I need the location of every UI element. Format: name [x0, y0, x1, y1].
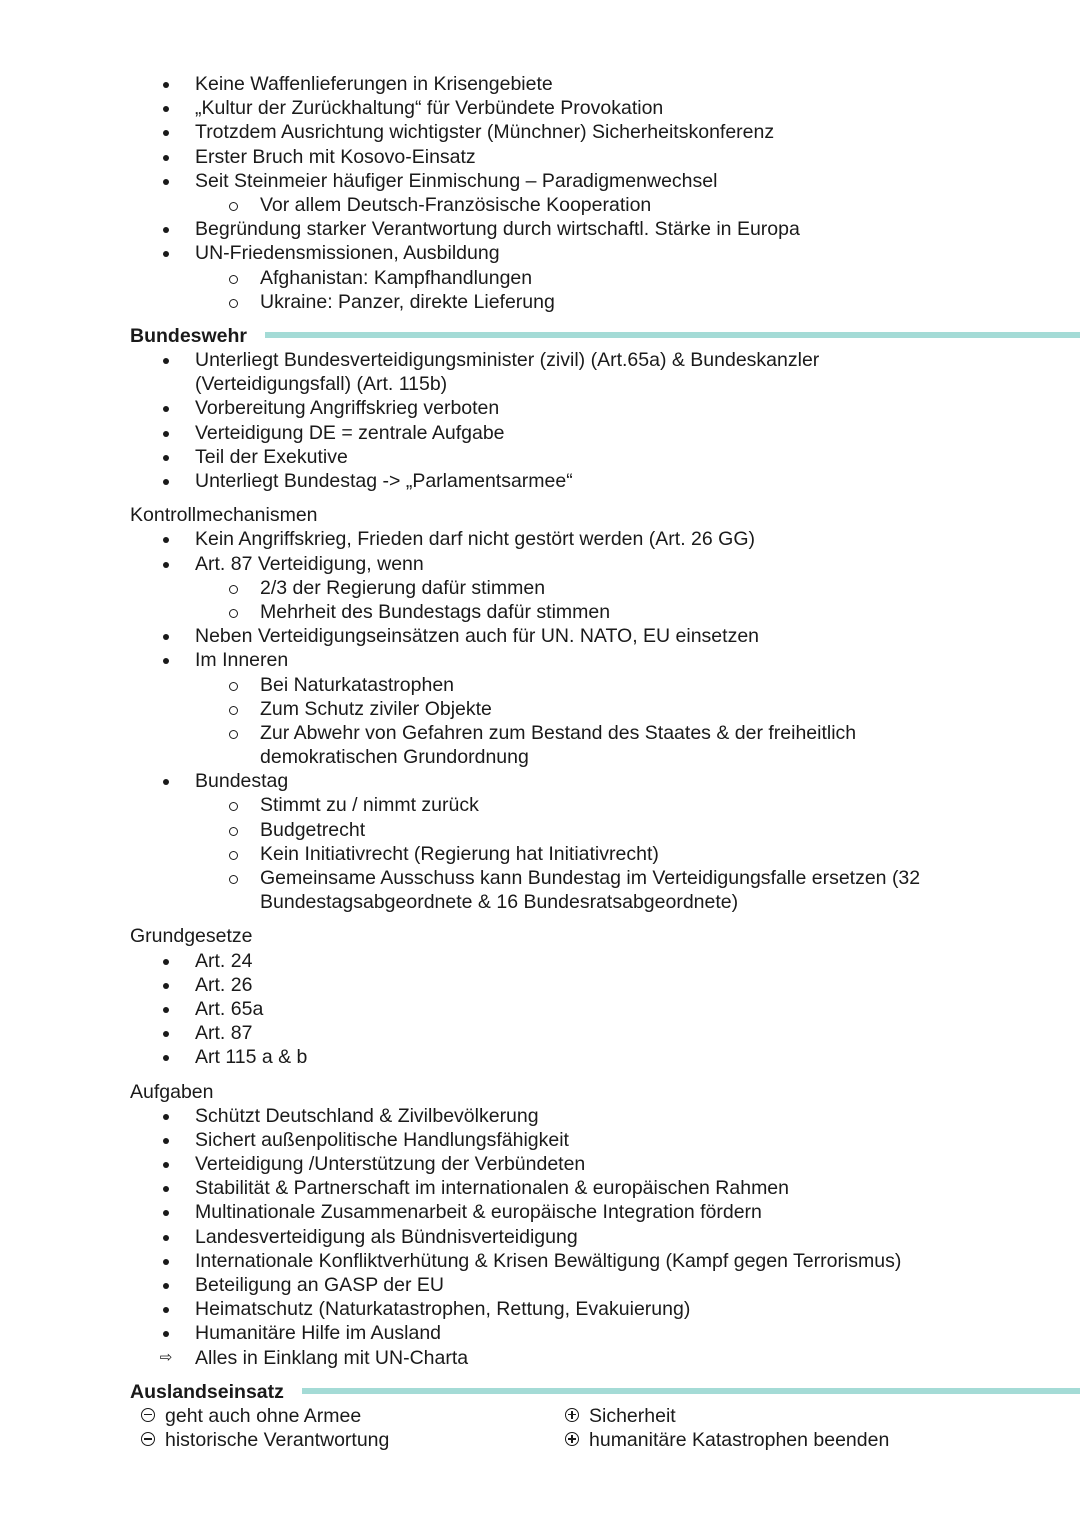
list-item: [0, 600, 1080, 624]
pro-text: humanitäre Katastrophen beenden: [589, 1429, 890, 1452]
list-item-text: Vorbereitung Angriffskrieg verboten: [195, 397, 500, 420]
section-heading-bundeswehr: [0, 324, 1080, 348]
list-item-text: 2/3 der Regierung dafür stimmen: [260, 576, 546, 599]
list-item: [0, 648, 1080, 672]
list-item: [0, 1176, 1080, 1200]
minus-circle-icon: [141, 1432, 155, 1446]
list-item-text: Unterliegt Bundesverteidigungsminister (zivil) (Art.65a) & Bundeskanzler: [195, 349, 820, 372]
list-item-text: Sichert außenpolitische Handlungsfähigkeit: [195, 1128, 569, 1151]
list-item-text: Begründung starker Verantwortung durch wirtschaftl. Stärke in Europa: [195, 218, 800, 241]
section-heading-kontrollmechanismen: [0, 503, 1080, 527]
list-item-text: Gemeinsame Ausschuss kann Bundestag im Verteidigungsfalle ersetzen (32: [260, 867, 921, 889]
list-item-text: Art. 87: [195, 1022, 253, 1045]
list-item-text: „Kultur der Zurückhaltung“ für Verbündete Provokation: [195, 97, 664, 120]
list-item-text: Verteidigung DE = zentrale Aufgabe: [195, 421, 505, 444]
list-item: [0, 842, 1080, 866]
list-item: [0, 266, 1080, 290]
list-item: [0, 1273, 1080, 1297]
plus-circle-icon: [565, 1408, 579, 1422]
list-item-text: Unterliegt Bundestag -> „Parlamentsarmee“: [195, 470, 573, 492]
list-item-text: Stabilität & Partnerschaft im internationalen & europäischen Rahmen: [195, 1177, 789, 1200]
list-item-text: Vor allem Deutsch-Französische Kooperation: [260, 193, 652, 216]
list-item-text: Budgetrecht: [260, 818, 366, 841]
list-item: [0, 72, 1080, 96]
arrow-right-icon: ⇨: [159, 1348, 173, 1366]
list-item: [0, 1346, 1080, 1370]
list-item-text: Multinationale Zusammenarbeit & europäische Integration fördern: [195, 1201, 762, 1224]
list-item: [0, 1321, 1080, 1345]
list-item-text: Afghanistan: Kampfhandlungen: [260, 266, 533, 289]
pro-item: [565, 1404, 889, 1428]
heading-text: Grundgesetze: [130, 925, 253, 948]
list-item: [0, 96, 1080, 120]
list-item-text: Art 115 a & b: [195, 1046, 308, 1069]
list-item-text: Trotzdem Ausrichtung wichtigster (Münchner) Sicherheitskonferenz: [195, 121, 775, 144]
section-heading-grundgesetze: [0, 924, 1080, 948]
list-item-text: Erster Bruch mit Kosovo-Einsatz: [195, 145, 476, 168]
list-item: [0, 348, 1080, 372]
list-item-text: Kein Angriffskrieg, Frieden darf nicht gestört werden (Art. 26 GG): [195, 528, 755, 551]
minus-circle-icon: [141, 1408, 155, 1422]
list-item: [0, 1104, 1080, 1128]
list-item: [0, 973, 1080, 997]
list-item: [0, 1128, 1080, 1152]
contra-text: geht auch ohne Armee: [165, 1404, 362, 1427]
bundeswehr-list: [0, 348, 1080, 493]
list-item-text: Zum Schutz ziviler Objekte: [260, 697, 492, 720]
list-item-text: Keine Waffenlieferungen in Krisengebiete: [195, 73, 553, 95]
list-item-text: Internationale Konfliktverhütung & Krisen Bewältigung (Kampf gegen Terrorismus): [195, 1249, 902, 1272]
pro-contra-table: [0, 1404, 1080, 1452]
kontrollmechanismen-list: [0, 527, 1080, 914]
list-item: [0, 866, 1080, 890]
list-item: [0, 673, 1080, 697]
pro-column: [565, 1404, 889, 1452]
list-item-text: Teil der Exekutive: [195, 445, 348, 468]
document: [0, 72, 1080, 1452]
heading-accent-bar: [265, 332, 1080, 338]
list-item: [0, 818, 1080, 842]
list-item: [0, 769, 1080, 793]
contra-column: [141, 1404, 389, 1452]
list-item-text: Heimatschutz (Naturkatastrophen, Rettung, Evakuierung): [195, 1298, 691, 1321]
list-item: [0, 217, 1080, 241]
list-item: [0, 145, 1080, 169]
list-item-text: Schützt Deutschland & Zivilbevölkerung: [195, 1104, 539, 1127]
heading-text: Kontrollmechanismen: [130, 504, 318, 527]
list-item: [0, 721, 1080, 745]
list-item: [0, 241, 1080, 265]
list-item: [0, 1200, 1080, 1224]
heading-text: Auslandseinsatz: [130, 1380, 284, 1403]
list-item: [0, 421, 1080, 445]
list-item-text: Neben Verteidigungseinsätzen auch für UN. NATO, EU einsetzen: [195, 625, 760, 648]
list-item: [0, 949, 1080, 973]
intro-list: [0, 72, 1080, 314]
pro-item: [565, 1428, 889, 1452]
list-item-text: Art. 24: [195, 949, 253, 972]
contra-item: [141, 1428, 389, 1452]
list-item: [0, 576, 1080, 600]
list-item: [0, 445, 1080, 469]
list-item-text: Im Inneren: [195, 649, 289, 672]
list-item-text: Mehrheit des Bundestags dafür stimmen: [260, 600, 611, 623]
list-item: [0, 890, 1080, 914]
list-item-text: (Verteidigungsfall) (Art. 115b): [195, 373, 448, 396]
list-item: [0, 169, 1080, 193]
list-item-text: Ukraine: Panzer, direkte Lieferung: [260, 290, 555, 313]
list-item: [0, 372, 1080, 396]
heading-text: Aufgaben: [130, 1080, 214, 1103]
list-item-text: Bundestag: [195, 770, 289, 793]
list-item-text: Zur Abwehr von Gefahren zum Bestand des Staates & der freiheitlich: [260, 721, 857, 744]
aufgaben-list: [0, 1104, 1080, 1370]
heading-accent-bar: [302, 1388, 1080, 1394]
list-item-text: Bei Naturkatastrophen: [260, 673, 455, 696]
list-item: [0, 193, 1080, 217]
list-item: [0, 1152, 1080, 1176]
list-item: [0, 552, 1080, 576]
contra-text: historische Verantwortung: [165, 1429, 390, 1452]
list-item: [0, 1045, 1080, 1069]
list-item: [0, 793, 1080, 817]
list-item: [0, 997, 1080, 1021]
list-item: [0, 697, 1080, 721]
list-item: [0, 1297, 1080, 1321]
list-item: [0, 290, 1080, 314]
list-item: [0, 1021, 1080, 1045]
list-item: [0, 469, 1080, 493]
contra-item: [141, 1404, 389, 1428]
list-item: [0, 396, 1080, 420]
list-item-text: Art. 26: [195, 973, 253, 996]
list-item: [0, 527, 1080, 551]
list-item: [0, 120, 1080, 144]
grundgesetze-list: [0, 949, 1080, 1070]
list-item-text: Stimmt zu / nimmt zurück: [260, 794, 479, 817]
list-item-text: Bundestagsabgeordnete & 16 Bundesratsabgeordnete): [260, 891, 739, 914]
list-item-text: Beteiligung an GASP der EU: [195, 1274, 444, 1296]
section-heading-aufgaben: [0, 1080, 1080, 1104]
list-item-text: Art. 65a: [195, 997, 264, 1020]
list-item: [0, 1225, 1080, 1249]
list-item-text: demokratischen Grundordnung: [260, 746, 529, 769]
list-item-text: Landesverteidigung als Bündnisverteidigung: [195, 1225, 578, 1248]
heading-text: Bundeswehr: [130, 324, 248, 347]
list-item-text: Alles in Einklang mit UN-Charta: [195, 1346, 469, 1369]
plus-circle-icon: [565, 1432, 579, 1446]
list-item-text: Verteidigung /Unterstützung der Verbündeten: [195, 1153, 586, 1176]
list-item-text: Kein Initiativrecht (Regierung hat Initiativrecht): [260, 842, 659, 865]
pro-text: Sicherheit: [589, 1404, 676, 1427]
list-item: [0, 624, 1080, 648]
list-item-text: UN-Friedensmissionen, Ausbildung: [195, 242, 500, 265]
list-item: [0, 1249, 1080, 1273]
section-heading-auslandseinsatz: [0, 1380, 1080, 1404]
list-item-text: Seit Steinmeier häufiger Einmischung – Paradigmenwechsel: [195, 169, 718, 192]
list-item-text: Art. 87 Verteidigung, wenn: [195, 552, 424, 575]
list-item-text: Humanitäre Hilfe im Ausland: [195, 1322, 442, 1345]
list-item: [0, 745, 1080, 769]
